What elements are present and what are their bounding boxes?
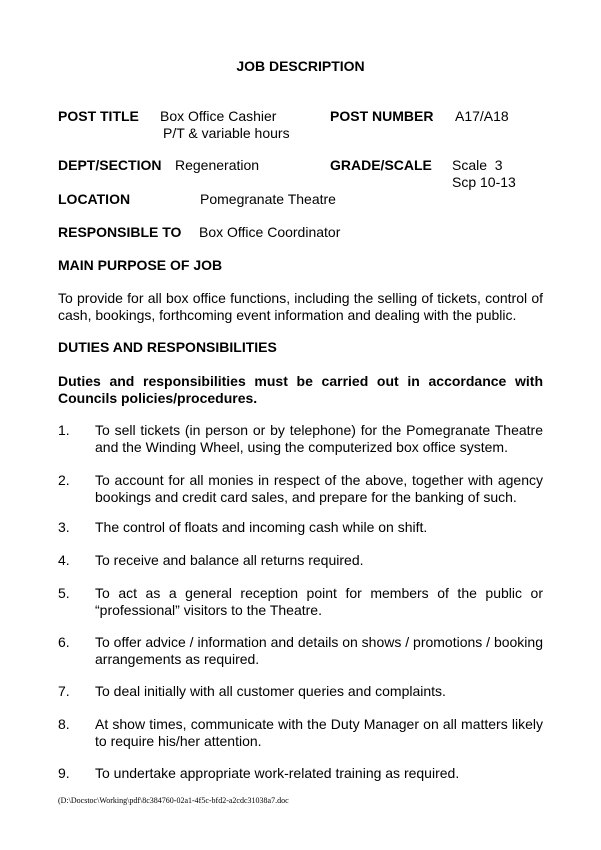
document-title: JOB DESCRIPTION xyxy=(236,58,365,74)
list-item-number: 7. xyxy=(58,683,70,699)
list-item-number: 5. xyxy=(58,585,70,601)
grade-scale: Scale 3 xyxy=(452,157,503,173)
list-item-number: 8. xyxy=(58,716,70,732)
list-item-number: 1. xyxy=(58,422,70,438)
list-item-text: To deal initially with all customer queries and complaints. xyxy=(95,683,446,699)
dept-label: DEPT/SECTION xyxy=(58,157,162,173)
location-value: Pomegranate Theatre xyxy=(200,191,336,207)
list-item-text: To offer advice / information and details on shows / promotions / booking arrangements as required. xyxy=(95,634,543,667)
list-item-number: 9. xyxy=(58,765,70,781)
grade-scp: Scp 10-13 xyxy=(452,174,516,190)
list-item-number: 6. xyxy=(58,634,70,650)
post-number-value: A17/A18 xyxy=(455,108,509,124)
post-number-label: POST NUMBER xyxy=(330,108,434,124)
grade-label: GRADE/SCALE xyxy=(330,157,432,173)
footer-file-path: (D:\Docstoc\Working\pdf\8c384760-02a1-4f5c-bfd2-a2cdc31038a7.doc xyxy=(58,796,289,805)
main-purpose-text: To provide for all box office functions, including the selling of tickets, control of cash, bookings, forthcoming event information and dealing with the public. xyxy=(58,290,543,323)
location-label: LOCATION xyxy=(58,191,131,207)
main-purpose-heading: MAIN PURPOSE OF JOB xyxy=(58,257,223,273)
responsible-label: RESPONSIBLE TO xyxy=(58,224,182,240)
responsible-value: Box Office Coordinator xyxy=(199,224,341,240)
list-item-text: To undertake appropriate work-related training as required. xyxy=(95,765,460,781)
list-item-text: To receive and balance all returns required. xyxy=(95,552,364,568)
list-item-number: 2. xyxy=(58,472,70,488)
post-title-label: POST TITLE xyxy=(58,108,139,124)
dept-value: Regeneration xyxy=(175,157,260,173)
list-item-text: To act as a general reception point for members of the public or “professional” visitors to the Theatre. xyxy=(95,585,543,618)
duties-intro: Duties and responsibilities must be carried out in accordance with Councils policies/procedures. xyxy=(58,373,543,406)
list-item-text: At show times, communicate with the Duty Manager on all matters likely to require his/her attention. xyxy=(95,716,543,749)
list-item-text: The control of floats and incoming cash while on shift. xyxy=(95,519,428,535)
post-title-value: Box Office Cashier xyxy=(160,108,277,124)
post-title-hours: P/T & variable hours xyxy=(163,125,290,141)
duties-heading: DUTIES AND RESPONSIBILITIES xyxy=(58,339,277,355)
list-item-number: 3. xyxy=(58,519,70,535)
list-item-number: 4. xyxy=(58,552,70,568)
list-item-text: To account for all monies in respect of the above, together with agency bookings and credit card sales, and prepare for the banking of such. xyxy=(95,472,543,505)
list-item-text: To sell tickets (in person or by telephone) for the Pomegranate Theatre and the Winding Wheel, using the computerized box office system. xyxy=(95,422,543,455)
